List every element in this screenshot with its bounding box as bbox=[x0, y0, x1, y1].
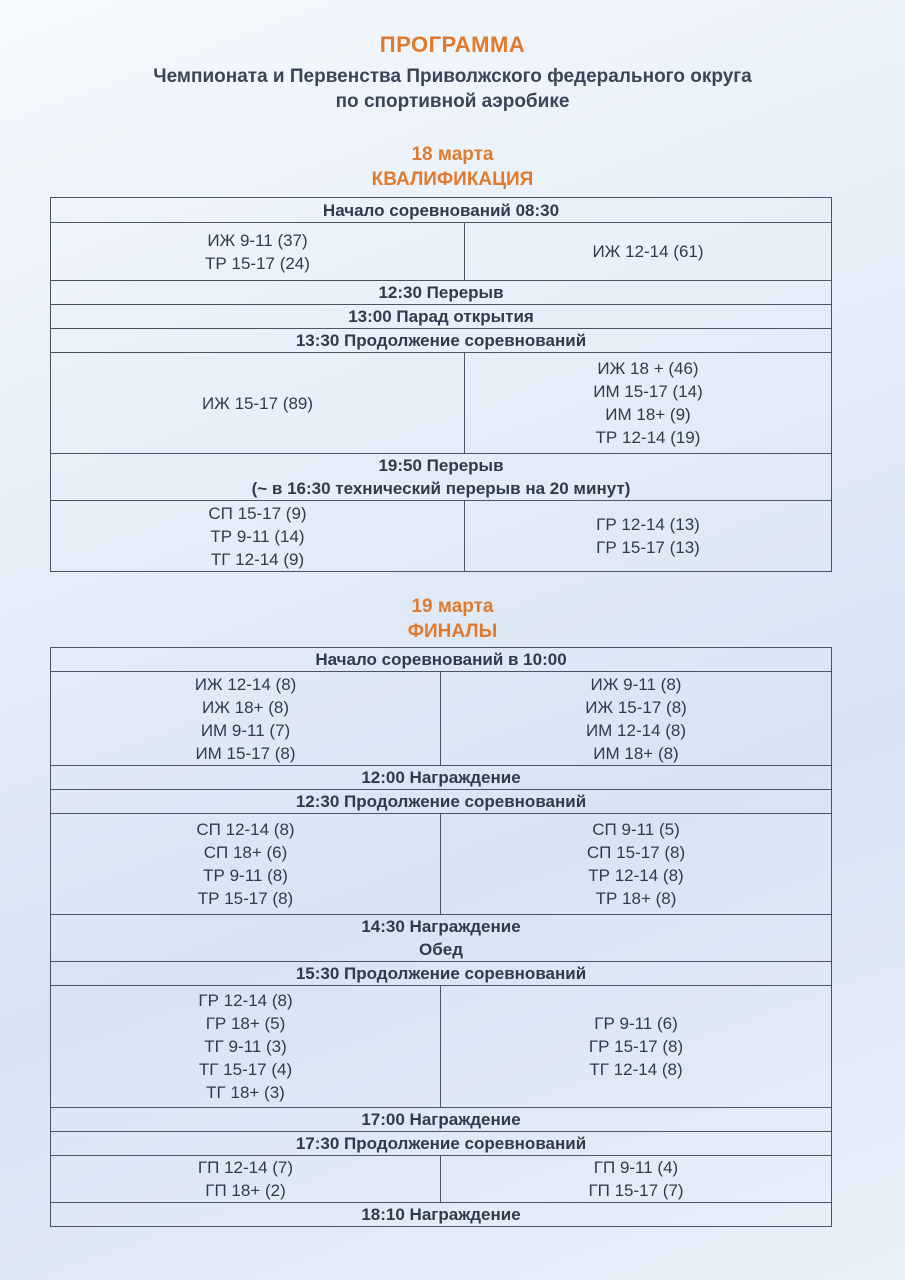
schedule-header-text: Начало соревнований в 10:00 bbox=[315, 650, 567, 669]
category-cell-right bbox=[441, 986, 832, 1108]
schedule-header-cell bbox=[51, 962, 832, 986]
day1-date: 18 марта bbox=[411, 144, 494, 165]
category-entry: ИЖ 15-17 (8) bbox=[585, 697, 687, 717]
schedule-row bbox=[51, 353, 832, 454]
category-entry: ТР 12-14 (19) bbox=[595, 428, 701, 447]
schedule-header-cell bbox=[51, 1132, 832, 1156]
category-entry: ГР 12-14 (13) bbox=[596, 515, 700, 534]
category-entry: ТР 15-17 (24) bbox=[205, 253, 310, 273]
schedule-header-text: 12:00 Награждение bbox=[361, 768, 521, 787]
category-cell-right bbox=[441, 672, 832, 766]
schedule-row bbox=[51, 986, 832, 1108]
category-entry: ТГ 9-11 (3) bbox=[204, 1037, 287, 1056]
schedule-header-cell bbox=[51, 766, 832, 790]
schedule-row bbox=[51, 454, 832, 501]
day2-schedule-table bbox=[50, 647, 832, 1227]
schedule-header-text: Начало соревнований 08:30 bbox=[322, 200, 560, 220]
schedule-row bbox=[51, 1132, 832, 1156]
category-entry: ИМ 15-17 (14) bbox=[593, 382, 703, 401]
category-entry: СП 18+ (6) bbox=[203, 843, 288, 862]
program-subtitle-line1: Чемпионата и Первенства Приволжского федерального округа bbox=[153, 66, 752, 87]
category-entry: ТГ 12-14 (9) bbox=[210, 549, 305, 569]
day2-date: 19 марта bbox=[411, 596, 494, 617]
category-cell-right bbox=[465, 353, 832, 454]
category-entry: ТР 18+ (8) bbox=[595, 889, 677, 908]
schedule-row bbox=[51, 198, 832, 223]
program-title: ПРОГРАММА bbox=[379, 32, 526, 57]
category-cell-right bbox=[465, 501, 832, 572]
schedule-header-cell bbox=[51, 281, 832, 305]
category-entry: ТГ 12-14 (8) bbox=[589, 1060, 683, 1079]
schedule-row bbox=[51, 648, 832, 672]
category-entry: ИМ 12-14 (8) bbox=[585, 720, 687, 740]
category-cell-right bbox=[441, 1156, 832, 1203]
schedule-row bbox=[51, 962, 832, 986]
schedule-header-text: 15:30 Продолжение соревнований bbox=[295, 964, 587, 983]
category-entry: ТР 15-17 (8) bbox=[197, 889, 294, 908]
day1-schedule-table bbox=[50, 197, 832, 572]
category-cell-left bbox=[51, 223, 465, 281]
schedule-header-cell bbox=[51, 790, 832, 814]
schedule-row bbox=[51, 501, 832, 572]
category-cell-left bbox=[51, 1156, 441, 1203]
category-entry: ГР 15-17 (13) bbox=[596, 538, 700, 557]
category-entry: ГР 9-11 (6) bbox=[594, 1014, 678, 1033]
category-entry: ТГ 15-17 (4) bbox=[198, 1060, 293, 1079]
schedule-header-cell bbox=[51, 1108, 832, 1132]
schedule-header-text: 18:10 Награждение bbox=[361, 1205, 521, 1224]
schedule-header-cell bbox=[51, 1203, 832, 1227]
schedule-row bbox=[51, 329, 832, 353]
schedule-header-text: 13:30 Продолжение соревнований bbox=[295, 331, 587, 350]
schedule-header-cell bbox=[51, 915, 832, 962]
category-entry: ГР 15-17 (8) bbox=[588, 1037, 684, 1056]
category-cell-left bbox=[51, 814, 441, 915]
category-entry: ТР 9-11 (14) bbox=[210, 526, 305, 546]
category-cell-right bbox=[465, 223, 832, 281]
category-entry: ИЖ 18+ (8) bbox=[202, 697, 289, 717]
schedule-header-cell bbox=[51, 648, 832, 672]
day1-stage-title: КВАЛИФИКАЦИЯ bbox=[371, 169, 534, 190]
category-entry: ИМ 18+ (8) bbox=[593, 743, 679, 763]
schedule-row bbox=[51, 1156, 832, 1203]
schedule-row bbox=[51, 1203, 832, 1227]
category-entry: ГП 15-17 (7) bbox=[588, 1181, 684, 1200]
schedule-row bbox=[51, 1108, 832, 1132]
schedule-header-text: 12:30 Перерыв bbox=[378, 283, 504, 302]
program-subtitle-line2: по спортивной аэробике bbox=[335, 91, 570, 112]
category-entry: ГП 9-11 (4) bbox=[593, 1158, 679, 1177]
category-cell-left bbox=[51, 986, 441, 1108]
schedule-row bbox=[51, 915, 832, 962]
category-entry: ИМ 15-17 (8) bbox=[195, 743, 296, 763]
category-entry: ИМ 9-11 (7) bbox=[200, 720, 291, 740]
schedule-row bbox=[51, 766, 832, 790]
category-entry: ГР 18+ (5) bbox=[205, 1014, 286, 1033]
schedule-row bbox=[51, 672, 832, 766]
category-entry: ИЖ 15-17 (89) bbox=[201, 393, 314, 413]
category-cell-left bbox=[51, 353, 465, 454]
schedule-row bbox=[51, 305, 832, 329]
schedule-header-text: 17:00 Награждение bbox=[361, 1110, 521, 1129]
category-entry: ИЖ 12-14 (8) bbox=[194, 674, 297, 694]
category-entry: СП 15-17 (8) bbox=[586, 843, 686, 862]
category-entry: ИМ 18+ (9) bbox=[605, 405, 691, 424]
schedule-header-text: 19:50 Перерыв bbox=[378, 456, 504, 475]
category-entry: ИЖ 18 + (46) bbox=[597, 359, 699, 378]
category-entry: СП 9-11 (5) bbox=[592, 820, 680, 839]
category-entry: ТГ 18+ (3) bbox=[206, 1083, 285, 1102]
category-entry: ГП 18+ (2) bbox=[205, 1181, 286, 1200]
category-entry: ТР 12-14 (8) bbox=[588, 866, 684, 885]
schedule-header-cell bbox=[51, 305, 832, 329]
category-entry: ГР 12-14 (8) bbox=[198, 991, 293, 1010]
schedule-header-cell bbox=[51, 454, 832, 501]
schedule-header-text: 14:30 Награждение bbox=[361, 917, 521, 936]
category-entry: ИЖ 12-14 (61) bbox=[592, 242, 704, 261]
category-entry: СП 15-17 (9) bbox=[208, 503, 307, 523]
category-entry: ТР 9-11 (8) bbox=[203, 866, 288, 885]
schedule-row bbox=[51, 814, 832, 915]
category-entry: ГП 12-14 (7) bbox=[197, 1158, 294, 1177]
schedule-header-cell bbox=[51, 329, 832, 353]
schedule-header-text: 12:30 Продолжение соревнований bbox=[295, 792, 587, 811]
category-entry: ИЖ 9-11 (37) bbox=[207, 230, 308, 250]
schedule-row bbox=[51, 281, 832, 305]
schedule-header-text: 17:30 Продолжение соревнований bbox=[295, 1134, 587, 1153]
category-entry: СП 12-14 (8) bbox=[196, 820, 295, 839]
schedule-row bbox=[51, 790, 832, 814]
day2-stage-title: ФИНАЛЫ bbox=[407, 621, 498, 642]
category-entry: ИЖ 9-11 (8) bbox=[590, 674, 682, 694]
schedule-header-text: 13:00 Парад открытия bbox=[348, 307, 534, 326]
schedule-header-cell bbox=[51, 198, 832, 223]
schedule-row bbox=[51, 223, 832, 281]
category-cell-left bbox=[51, 672, 441, 766]
schedule-header-text: (~ в 16:30 технический перерыв на 20 минут) bbox=[251, 479, 631, 498]
category-cell-right bbox=[441, 814, 832, 915]
schedule-header-text: Обед bbox=[419, 940, 463, 959]
category-cell-left bbox=[51, 501, 465, 572]
